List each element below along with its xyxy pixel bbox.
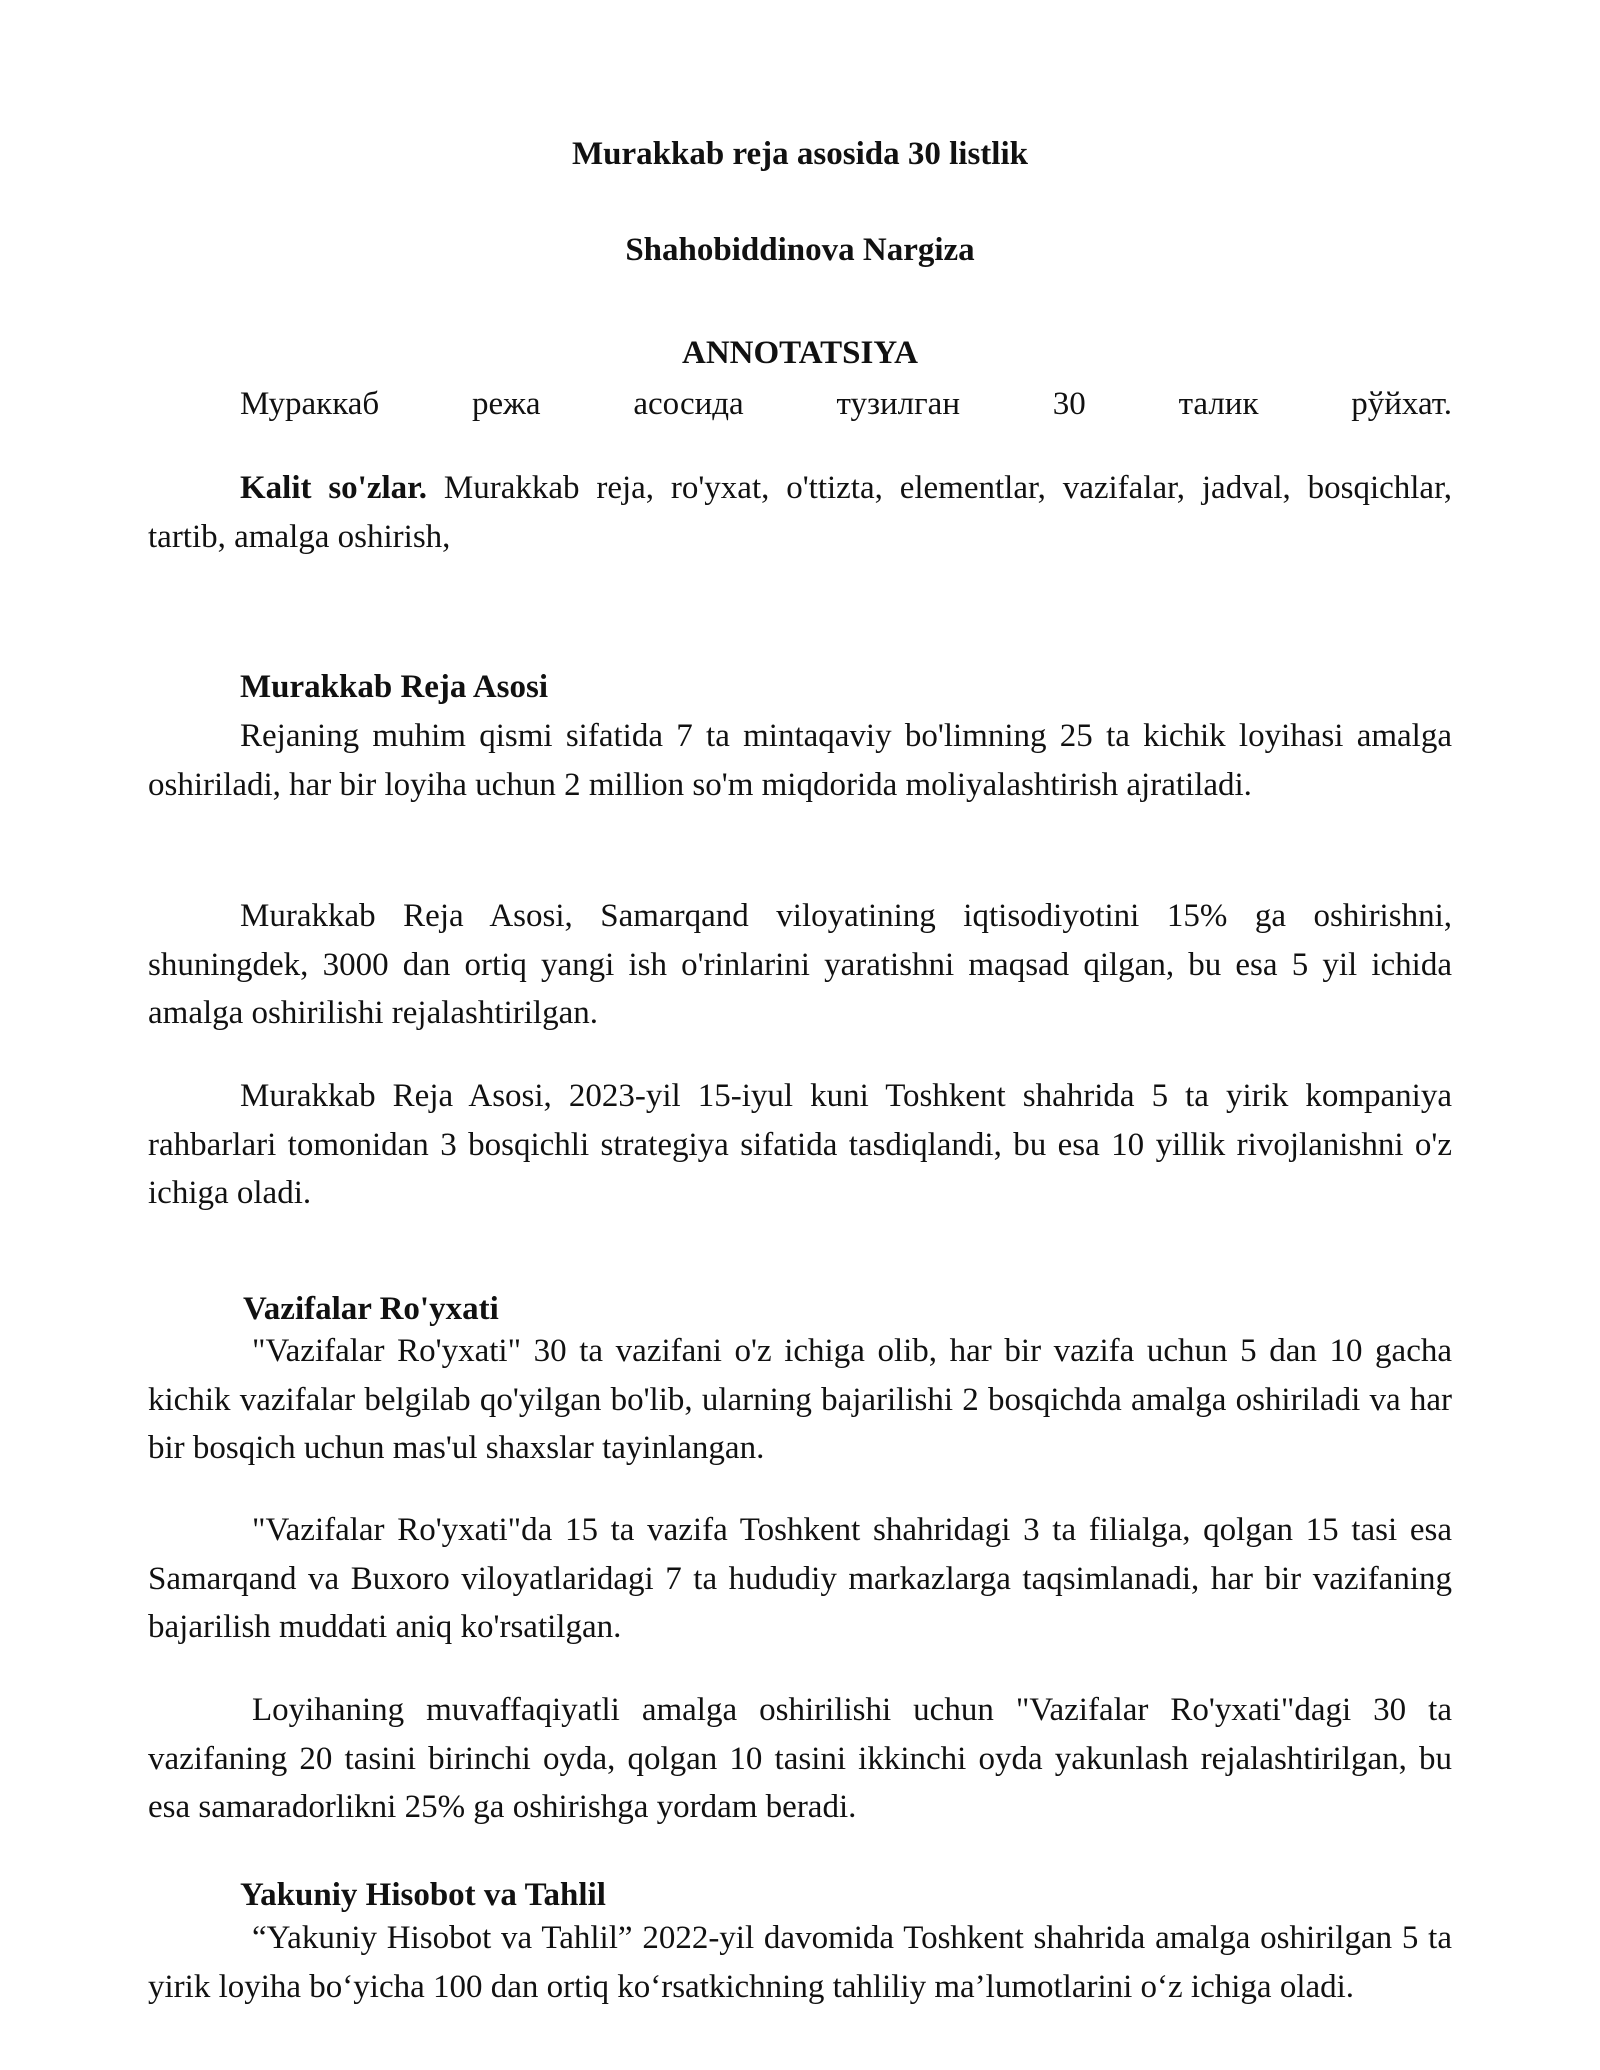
annotation-word: асосида xyxy=(633,386,744,422)
author-name: Shahobiddinova Nargiza xyxy=(625,232,975,268)
annotation-word: 30 xyxy=(1052,386,1086,422)
annotation-word: рўйхат. xyxy=(1351,386,1452,422)
keywords-label: Kalit so'zlar. xyxy=(240,470,428,506)
section-paragraph: Rejaning muhim qismi sifatida 7 ta mintaqaviy bo'limning 25 ta kichik loyihasi amalga oshiriladi, har bir loyiha uchun 2 million so'm miqdorida moliyalashtirish ajratiladi. xyxy=(148,718,1452,803)
section-paragraph: Murakkab Reja Asosi, 2023-yil 15-iyul kuni Toshkent shahrida 5 ta yirik kompaniya rahbarlari tomonidan 3 bosqichli strategiya sifatida tasdiqlandi, bu esa 10 yillik rivojlanishni o'z ichiga oladi. xyxy=(148,1078,1452,1211)
section-paragraph: “Yakuniy Hisobot va Tahlil” 2022-yil davomida Toshkent shahrida amalga oshirilgan 5 ta yirik loyiha bo‘yicha 100 dan ortiq ko‘rsatkichning tahliliy ma’lumotlarini o‘z ichiga oladi. xyxy=(148,1920,1452,2005)
annotation-word: режа xyxy=(471,386,541,422)
keywords-text: Murakkab reja, ro'yxat, o'ttizta, elementlar, vazifalar, jadval, bosqichlar, tartib, amalga oshirish, xyxy=(148,470,1452,555)
section-heading: Yakuniy Hisobot va Tahlil xyxy=(240,1877,606,1913)
annotation-word: тузилган xyxy=(836,386,960,422)
section-heading: Vazifalar Ro'yxati xyxy=(243,1291,499,1327)
section-paragraph: "Vazifalar Ro'yxati"da 15 ta vazifa Toshkent shahridagi 3 ta filialga, qolgan 15 tasi esa Samarqand va Buxoro viloyatlaridagi 7 ta hududiy markazlarga taqsimlanadi, har bir vazifaning bajarilish muddati aniq ko'rsatilgan. xyxy=(148,1512,1452,1645)
section-paragraph: Loyihaning muvaffaqiyatli amalga oshirilishi uchun "Vazifalar Ro'yxati"dagi 30 ta vazifaning 20 tasini birinchi oyda, qolgan 10 tasini ikkinchi oyda yakunlash rejalashtirilgan, bu esa samaradorlikni 25% ga oshirishga yordam beradi. xyxy=(148,1692,1452,1825)
section-heading: Murakkab Reja Asosi xyxy=(240,669,549,705)
keywords-paragraph xyxy=(148,464,1452,561)
annotation-text xyxy=(240,382,1452,426)
annotation-word: Мураккаб xyxy=(240,386,380,422)
section-paragraph: "Vazifalar Ro'yxati" 30 ta vazifani o'z ichiga olib, har bir vazifa uchun 5 dan 10 gacha kichik vazifalar belgilab qo'yilgan bo'lib, ularning bajarilishi 2 bosqichda amalga oshiriladi va har bir bosqich uchun mas'ul shaxslar tayinlangan. xyxy=(148,1333,1452,1466)
annotation-word: талик xyxy=(1178,386,1259,422)
document-title: Murakkab reja asosida 30 listlik xyxy=(572,136,1028,172)
section-paragraph: Murakkab Reja Asosi, Samarqand viloyatining iqtisodiyotini 15% ga oshirishni, shuningdek, 3000 dan ortiq yangi ish o'rinlarini yaratishni maqsad qilgan, bu esa 5 yil ichida amalga oshirilishi rejalashtirilgan. xyxy=(148,898,1452,1031)
annotation-heading: ANNOTATSIYA xyxy=(682,335,918,371)
